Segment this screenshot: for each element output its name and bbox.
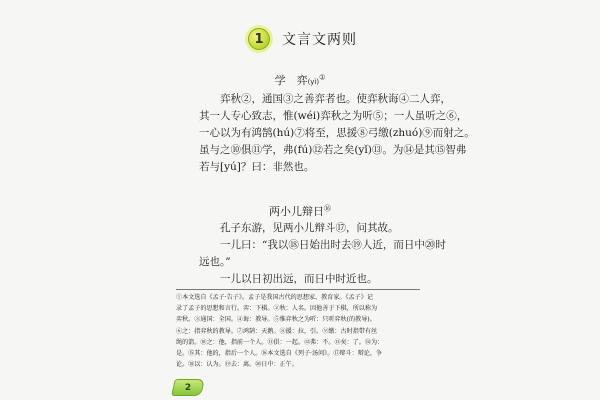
text-line: 若与[yú]？曰：非然也。 (199, 161, 315, 173)
footnote-line: 录了孟子的思想和言行。弈：下棋。②秋：人名。因他善于下棋，所以称为 (176, 305, 378, 313)
lesson-title: 文言文两则 (282, 32, 357, 48)
section-title-note-mark: ① (319, 73, 326, 82)
section-title-main: 两小儿辩日 (269, 205, 324, 218)
text-line: 其一人专心致志，惟(wéi)弈秋之为听⑤；一人虽听之⑥， (199, 110, 468, 122)
text-line: 孔子东游，见两小儿辩斗⑰，问其故。 (220, 222, 399, 234)
text-line: 虽与之⑩俱⑪学，弗(fú)⑫若之矣(yǐ)⑬。为⑭是其⑮智弗 (199, 144, 467, 156)
page-number: 2 (184, 382, 192, 393)
xueyi-text (199, 91, 475, 176)
text-line: 一儿曰：“我以⑱日始出时去⑲人近，而日中⑳时 (220, 239, 446, 251)
footnote-line: 弈秋。③通国：全国。④诲：教导。⑤惟弈秋之为听：只听弈秋(的教导)。 (176, 316, 376, 324)
footnote-divider (176, 289, 420, 290)
text-line: 一心以为有鸿鹄(hú)⑦将至，思援⑧弓缴(zhuó)⑨而射之。 (199, 127, 475, 139)
footnotes (176, 292, 422, 370)
liangxiaoer-text (199, 220, 446, 288)
text-line: 一儿以日初出远，而日中时近也。 (220, 273, 378, 285)
page-number-badge (171, 379, 205, 396)
section-title-note-mark: ⑯ (324, 204, 331, 213)
section-title-pronunciation: (yì) (307, 78, 320, 86)
section-title-liangxiaoer (0, 203, 600, 219)
text-line: 远也。” (199, 256, 231, 268)
footnote-line: 论。⑱以：认为。⑲去：离。⑳日中：正午。 (176, 361, 298, 369)
footnote-line: 是。⑮其：他的，指后一个人。⑯本文选自《列子·汤问》。⑰辩斗：辩论，争 (176, 350, 383, 358)
footnote-line: ①本文选自《孟子·告子》。孟子是我国古代的思想家、教育家。《孟子》记 (176, 294, 373, 301)
lesson-number-badge: 1 (248, 28, 270, 50)
section-title-xueyi (0, 72, 600, 88)
footnote-line: 绳的箭。⑩之：他，指前一个人。⑪俱：一起。⑫弗：不。⑬矣：了。⑭为： (176, 338, 384, 346)
footnote-line: ⑥之：指弈秋的教导。⑦鸿鹄：天鹅。⑧援：拉，引。⑨缴：古时指带有丝 (176, 327, 378, 335)
lesson-header (248, 28, 357, 50)
text-line: 弈秋②，通国③之善弈者也。使弈秋诲④二人弈， (220, 93, 451, 105)
section-title-main: 学 弈 (274, 74, 308, 87)
